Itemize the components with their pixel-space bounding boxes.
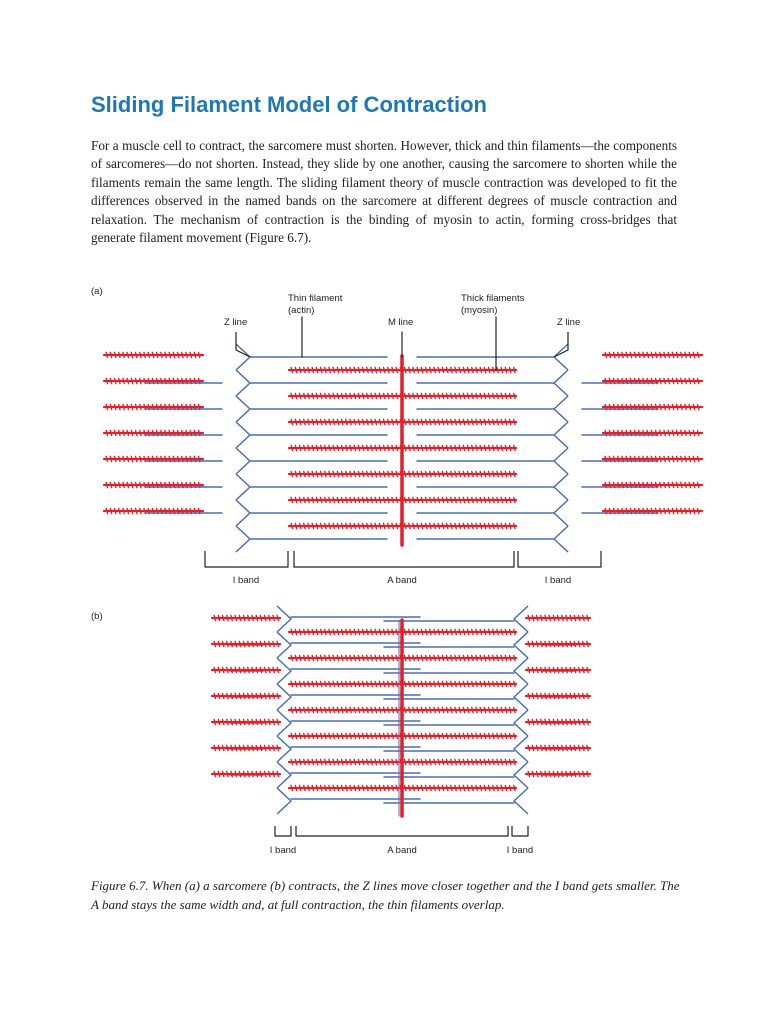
i-band-left-bracket-b [275, 826, 291, 836]
z-line-left-segment-a [236, 448, 250, 474]
thin-filament-label-line2: (actin) [288, 305, 315, 316]
z-line-left-segment-a [236, 370, 250, 396]
figure-caption: Figure 6.7. When (a) a sarcomere (b) contracts, the Z lines move closer together and the I band gets smaller. The A band stays the same width and, at full contraction, the thin filaments overlap. [91, 878, 680, 912]
a-band-label-a: A band [387, 575, 417, 586]
z-line-right-segment-a [554, 370, 568, 396]
neighbor-thick-filament-left-b [212, 615, 280, 621]
z-line-left-segment-a [236, 344, 250, 370]
panel-a-relaxed [91, 286, 702, 586]
neighbor-thick-filament-left-a [104, 352, 203, 358]
z-line-right-segment-a [554, 474, 568, 500]
neighbor-thick-filament-right-b-cross-bridges [528, 667, 588, 673]
z-line-left-segment-b [277, 788, 291, 814]
m-line-label: M line [388, 317, 414, 328]
neighbor-thick-filament-right-b-cross-bridges [528, 641, 588, 647]
i-band-left-bracket-a [205, 551, 288, 567]
sarcomere-diagram [0, 270, 768, 870]
a-band-bracket-a [294, 551, 514, 567]
neighbor-thick-filament-left-b [212, 771, 280, 777]
neighbor-thick-filament-right-b-cross-bridges [528, 693, 588, 699]
z-line-right-segment-a [554, 448, 568, 474]
i-band-right-bracket-b [512, 826, 528, 836]
neighbor-thick-filament-right-b-cross-bridges [528, 745, 588, 751]
z-line-right-segment-a [554, 422, 568, 448]
panel-b-contracted [91, 606, 590, 856]
a-band-bracket-b [296, 826, 508, 836]
neighbor-thick-filament-left-b [212, 719, 280, 725]
z-line-left-segment-a [236, 422, 250, 448]
neighbor-thick-filament-right-b [526, 693, 590, 699]
thick-filament-label-line1: Thick filaments [461, 293, 525, 304]
neighbor-thick-filament-right-b [526, 771, 590, 777]
z-line-left-segment-a [236, 474, 250, 500]
z-line-right-segment-b [514, 788, 528, 814]
i-band-left-label-a: I band [232, 575, 260, 586]
neighbor-thick-filament-left-b [212, 667, 280, 673]
thick-filament-label-line2: (myosin) [461, 305, 498, 316]
z-line-left-segment-a [236, 396, 250, 422]
i-band-right-label-b: I band [506, 845, 534, 856]
panel-b-label: (b) [91, 611, 103, 622]
z-line-right-segment-a [554, 396, 568, 422]
neighbor-thick-filament-left-b [212, 693, 280, 699]
z-line-right-label: Z line [557, 317, 581, 328]
z-line-left-label: Z line [224, 317, 248, 328]
neighbor-thick-filament-right-b-cross-bridges [528, 719, 588, 725]
a-band-label-b: A band [387, 845, 417, 856]
z-line-left-segment-a [236, 526, 250, 552]
i-band-right-label-a: I band [544, 575, 572, 586]
z-line-left-pointer [236, 332, 250, 357]
neighbor-thick-filament-right-b [526, 719, 590, 725]
neighbor-thick-filament-left-b [212, 745, 280, 751]
i-band-left-label-b: I band [269, 845, 297, 856]
neighbor-thick-filament-right-b [526, 641, 590, 647]
z-line-left-segment-a [236, 500, 250, 526]
page-title: Sliding Filament Model of Contraction [91, 92, 487, 117]
neighbor-thick-filament-right-b [526, 615, 590, 621]
z-line-right-pointer [554, 332, 568, 357]
z-line-right-segment-a [554, 500, 568, 526]
body-paragraph: For a muscle cell to contract, the sarcomere must shorten. However, thick and thin filaments—the components of sarcomeres—do not shorten. Instead, they slide by one another, causing the sarcomere to shorten while the filaments remain the same length. The sliding filament theory of muscle contraction was developed to fit the differences observed in the named bands on the sarcomere at different degrees of muscle contraction and relaxation. The mechanism of contraction is the binding of myosin to actin, forming cross-bridges that generate filament movement (Figure 6.7). [91, 138, 677, 246]
neighbor-thick-filament-right-a [603, 352, 702, 358]
z-line-right-segment-a [554, 526, 568, 552]
neighbor-thick-filament-left-b [212, 641, 280, 647]
neighbor-thick-filament-right-b [526, 745, 590, 751]
i-band-right-bracket-a [518, 551, 601, 567]
thin-filament-label-line1: Thin filament [288, 293, 343, 304]
neighbor-thick-filament-right-b [526, 667, 590, 673]
neighbor-thick-filament-right-b-cross-bridges [528, 615, 588, 621]
z-line-right-segment-a [554, 344, 568, 370]
panel-a-label: (a) [91, 286, 103, 297]
neighbor-thick-filament-right-b-cross-bridges [528, 771, 588, 777]
